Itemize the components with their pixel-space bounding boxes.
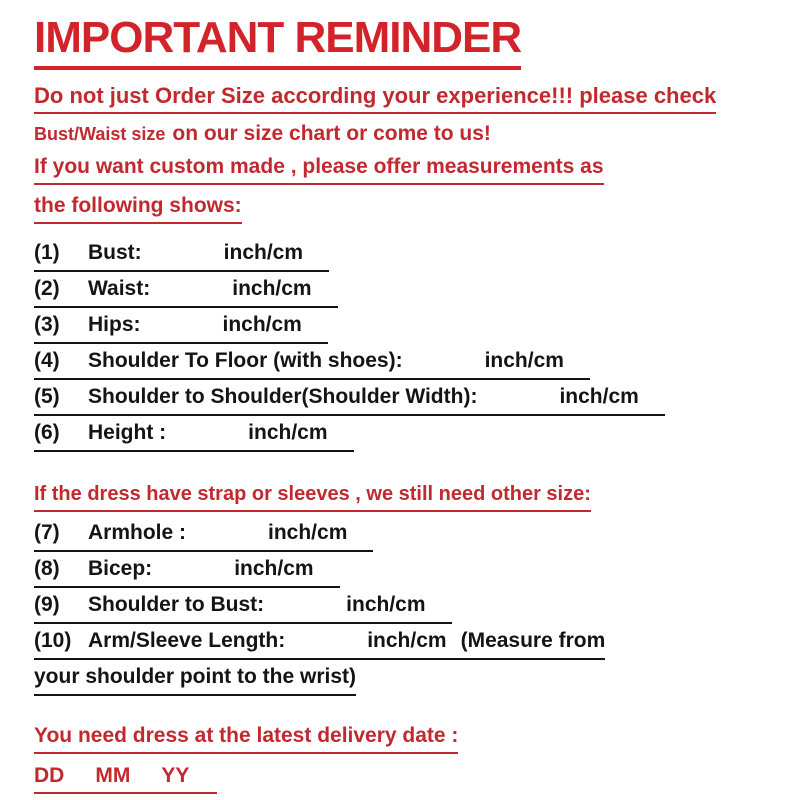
measurement-row-armhole bbox=[34, 520, 373, 552]
measurement-row-bust bbox=[34, 240, 329, 272]
row-label: Armhole : bbox=[88, 521, 187, 544]
row-label: Hips: bbox=[88, 313, 141, 336]
row-label: Shoulder to Shoulder(Shoulder Width): bbox=[88, 385, 478, 408]
intro-line-size-chart-lead: Bust/Waist size bbox=[34, 124, 166, 144]
row-unit: inch/cm bbox=[223, 241, 304, 264]
row-unit: inch/cm bbox=[559, 385, 639, 408]
row-number: (8) bbox=[34, 557, 60, 580]
row-unit: inch/cm bbox=[346, 593, 426, 616]
intro-line-size-chart bbox=[34, 121, 491, 147]
intro-line-custom-made: If you want custom made , please offer measurements as bbox=[34, 154, 604, 185]
delivery-field-dd: DD bbox=[34, 764, 65, 787]
row-number: (1) bbox=[34, 241, 60, 264]
row-unit: inch/cm bbox=[367, 629, 447, 652]
measurement-row-sleeve-length-continuation: your shoulder point to the wrist) bbox=[34, 664, 356, 696]
row-unit: inch/cm bbox=[484, 349, 564, 372]
row-unit: inch/cm bbox=[232, 277, 312, 300]
delivery-date-heading: You need dress at the latest delivery date : bbox=[34, 723, 458, 754]
row-note: (Measure from bbox=[460, 629, 606, 652]
measurement-row-height bbox=[34, 420, 354, 452]
measurement-row-shoulder-width bbox=[34, 384, 665, 416]
row-label: Shoulder To Floor (with shoes): bbox=[88, 349, 403, 372]
row-label: Bicep: bbox=[88, 557, 153, 580]
row-number: (2) bbox=[34, 277, 60, 300]
measurement-row-hips bbox=[34, 312, 328, 344]
row-number: (6) bbox=[34, 421, 60, 444]
strap-measurement-list bbox=[34, 520, 772, 696]
delivery-field-mm: MM bbox=[95, 764, 131, 787]
row-number: (4) bbox=[34, 349, 60, 372]
row-unit: inch/cm bbox=[222, 313, 302, 336]
row-unit: inch/cm bbox=[234, 557, 314, 580]
row-label: Waist: bbox=[88, 277, 151, 300]
row-label: Shoulder to Bust: bbox=[88, 593, 265, 616]
measurement-row-shoulder-to-bust bbox=[34, 592, 452, 624]
row-label: Bust: bbox=[88, 241, 142, 264]
intro-line-following-shows: the following shows: bbox=[34, 193, 242, 224]
measurement-list bbox=[34, 240, 772, 452]
row-number: (3) bbox=[34, 313, 60, 336]
row-number: (7) bbox=[34, 521, 60, 544]
row-number: (9) bbox=[34, 593, 60, 616]
measurement-row-sleeve-length bbox=[34, 628, 605, 660]
row-number: (10) bbox=[34, 629, 72, 652]
intro-line-size-chart-rest: on our size chart or come to us! bbox=[172, 122, 491, 145]
row-label: Arm/Sleeve Length: bbox=[88, 629, 286, 652]
row-unit: inch/cm bbox=[268, 521, 348, 544]
measurement-row-shoulder-to-floor bbox=[34, 348, 590, 380]
delivery-date-fields bbox=[34, 763, 217, 794]
row-number: (5) bbox=[34, 385, 60, 408]
row-unit: inch/cm bbox=[248, 421, 328, 444]
intro-line-order-size: Do not just Order Size according your experience!!! please check bbox=[34, 83, 716, 114]
row-label: Height : bbox=[88, 421, 167, 444]
delivery-field-yy: YY bbox=[161, 764, 190, 787]
strap-section-heading: If the dress have strap or sleeves , we still need other size: bbox=[34, 481, 591, 512]
measurement-row-bicep bbox=[34, 556, 340, 588]
measurement-row-waist bbox=[34, 276, 338, 308]
page-title: IMPORTANT REMINDER bbox=[34, 14, 521, 70]
